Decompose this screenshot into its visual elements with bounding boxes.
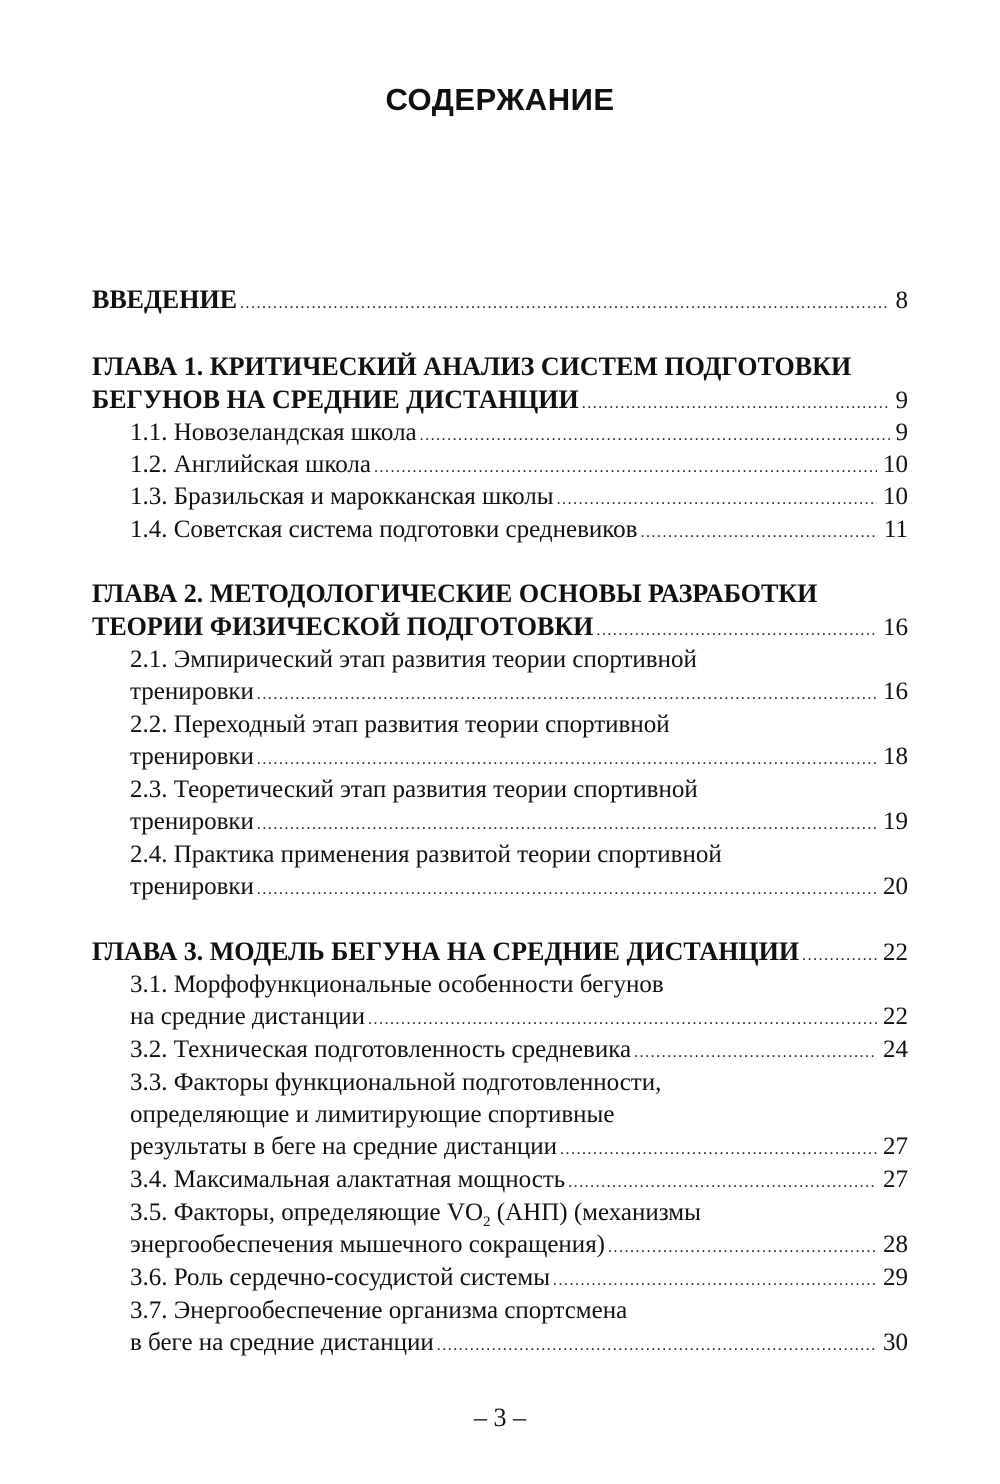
toc-leader [802, 940, 877, 972]
toc-page: 18 [883, 743, 908, 770]
toc-section-3-4[interactable] [130, 1164, 908, 1199]
toc-leader [257, 744, 877, 776]
toc-label: тренировки [130, 808, 254, 835]
toc-section-3-7-heading[interactable] [130, 1295, 908, 1327]
page-title: СОДЕРЖАНИЕ [385, 82, 615, 117]
toc-label: ТЕОРИИ ФИЗИЧЕСКОЙ ПОДГОТОВКИ [92, 612, 594, 641]
toc-label: ГЛАВА 1. КРИТИЧЕСКИЙ АНАЛИЗ СИСТЕМ ПОДГОТОВКИ [92, 352, 852, 381]
toc-section-2-2[interactable] [130, 741, 908, 776]
toc-page: 16 [883, 614, 908, 641]
toc-leader [240, 288, 889, 320]
toc-leader [257, 874, 877, 906]
toc-section-1-1[interactable] [130, 417, 908, 452]
toc-section-3-6[interactable] [130, 1262, 908, 1297]
toc-section-3-1-heading[interactable] [130, 969, 908, 1001]
toc-section-1-2[interactable] [130, 449, 908, 484]
toc-label: тренировки [130, 873, 254, 900]
toc-label: 3.3. Факторы функциональной подготовленности, [130, 1069, 662, 1096]
toc-page: 10 [883, 483, 908, 510]
toc-page: 24 [883, 1036, 908, 1063]
toc-label: в беге на средние дистанции [130, 1329, 434, 1356]
toc-label: 2.2. Переходный этап развития теории спортивной [130, 711, 670, 738]
toc-label: 1.1. Новозеландская школа [130, 419, 417, 446]
toc-section-2-3-heading[interactable] [130, 774, 908, 806]
toc-leader [257, 809, 877, 841]
toc-section-1-4[interactable] [130, 514, 908, 549]
toc-section-2-4[interactable] [130, 871, 908, 906]
toc-leader [368, 1004, 877, 1036]
toc-label: на средние дистанции [130, 1003, 365, 1030]
toc-leader [553, 1265, 877, 1297]
toc-leader [596, 615, 877, 647]
toc-page: 19 [883, 808, 908, 835]
toc-label: тренировки [130, 678, 254, 705]
toc-label: БЕГУНОВ НА СРЕДНИЕ ДИСТАНЦИИ [92, 385, 579, 414]
toc-label: тренировки [130, 743, 254, 770]
toc-leader [374, 452, 877, 484]
toc-label: 1.3. Бразильская и марокканская школы [130, 483, 554, 510]
toc-label: 3.1. Морфофункциональные особенности бегунов [130, 971, 664, 998]
toc-section-3-5[interactable] [130, 1229, 908, 1264]
toc-label: 2.1. Эмпирический этап развития теории спортивной [130, 646, 697, 673]
toc-section-2-1-heading[interactable] [130, 644, 908, 676]
toc-chapter-3[interactable] [92, 936, 908, 972]
toc-leader [582, 388, 890, 420]
toc-leader [634, 1037, 877, 1069]
toc-page: 22 [883, 1003, 908, 1030]
toc-label: 2.4. Практика применения развитой теории спортивной [130, 841, 722, 868]
toc-entry-intro[interactable] [92, 284, 908, 320]
toc-page: 27 [883, 1133, 908, 1160]
toc-page: 11 [883, 516, 908, 543]
toc-label: энергообеспечения мышечного сокращения) [130, 1231, 606, 1258]
toc-chapter-1[interactable] [92, 384, 908, 420]
toc-leader [257, 679, 877, 711]
toc-label: ГЛАВА 2. МЕТОДОЛОГИЧЕСКИЕ ОСНОВЫ РАЗРАБОТКИ [92, 579, 818, 608]
toc-section-3-2[interactable] [130, 1034, 908, 1069]
toc-page: 27 [883, 1166, 908, 1193]
toc-label: определяющие и лимитирующие спортивные [130, 1101, 615, 1128]
toc-page: 10 [883, 451, 908, 478]
toc-label-part: (АНП) (механизмы [490, 1199, 701, 1226]
toc-label: результаты в беге на средние дистанции [130, 1133, 557, 1160]
toc-leader [560, 1134, 877, 1166]
toc-page: 29 [883, 1264, 908, 1291]
toc-chapter-2[interactable] [92, 611, 908, 647]
toc-leader [420, 420, 890, 452]
toc-section-3-3[interactable] [130, 1131, 908, 1166]
toc-section-3-1[interactable] [130, 1001, 908, 1036]
toc-label: 2.3. Теоретический этап развития теории спортивной [130, 776, 698, 803]
toc-label: 1.2. Английская школа [130, 451, 371, 478]
toc-page: 16 [883, 678, 908, 705]
subscript-2: 2 [483, 1214, 491, 1230]
toc-label: ВВЕДЕНИЕ [92, 285, 238, 314]
toc-label: ГЛАВА 3. МОДЕЛЬ БЕГУНА НА СРЕДНИЕ ДИСТАНЦИИ [92, 937, 800, 966]
toc-label: 3.4. Максимальная алактатная мощность [130, 1166, 566, 1193]
toc-section-2-2-heading[interactable] [130, 709, 908, 741]
toc-section-3-3-line2[interactable] [130, 1099, 908, 1131]
toc-section-2-1[interactable] [130, 676, 908, 711]
toc-leader [437, 1330, 877, 1362]
toc-page: 9 [895, 419, 908, 446]
toc-label: 3.6. Роль сердечно-сосудистой системы [130, 1264, 551, 1291]
toc-chapter-2-heading[interactable] [92, 578, 908, 610]
toc-page: 22 [883, 939, 908, 966]
toc-page: 30 [883, 1329, 908, 1356]
toc-leader [640, 517, 877, 549]
page-number: – 3 – [474, 1403, 526, 1432]
toc-label: 1.4. Советская система подготовки средневиков [130, 516, 638, 543]
toc-label: 3.2. Техническая подготовленность средневика [130, 1036, 632, 1063]
toc-section-2-4-heading[interactable] [130, 839, 908, 871]
toc-leader [608, 1232, 877, 1264]
toc-section-2-3[interactable] [130, 806, 908, 841]
toc-leader [557, 484, 877, 516]
toc-section-3-3-line1[interactable] [130, 1067, 908, 1099]
toc-leader [568, 1167, 877, 1199]
toc-section-1-3[interactable] [130, 481, 908, 516]
toc-page: 8 [895, 287, 908, 314]
toc-page: 20 [883, 873, 908, 900]
toc-page: 9 [895, 387, 908, 414]
toc-page: 28 [883, 1231, 908, 1258]
toc-chapter-1-heading[interactable] [92, 351, 908, 383]
toc-section-3-7[interactable] [130, 1327, 908, 1362]
toc-label-part: 3.5. Факторы, определяющие VO [130, 1199, 484, 1226]
toc-label: 3.7. Энергообеспечение организма спортсмена [130, 1297, 628, 1324]
